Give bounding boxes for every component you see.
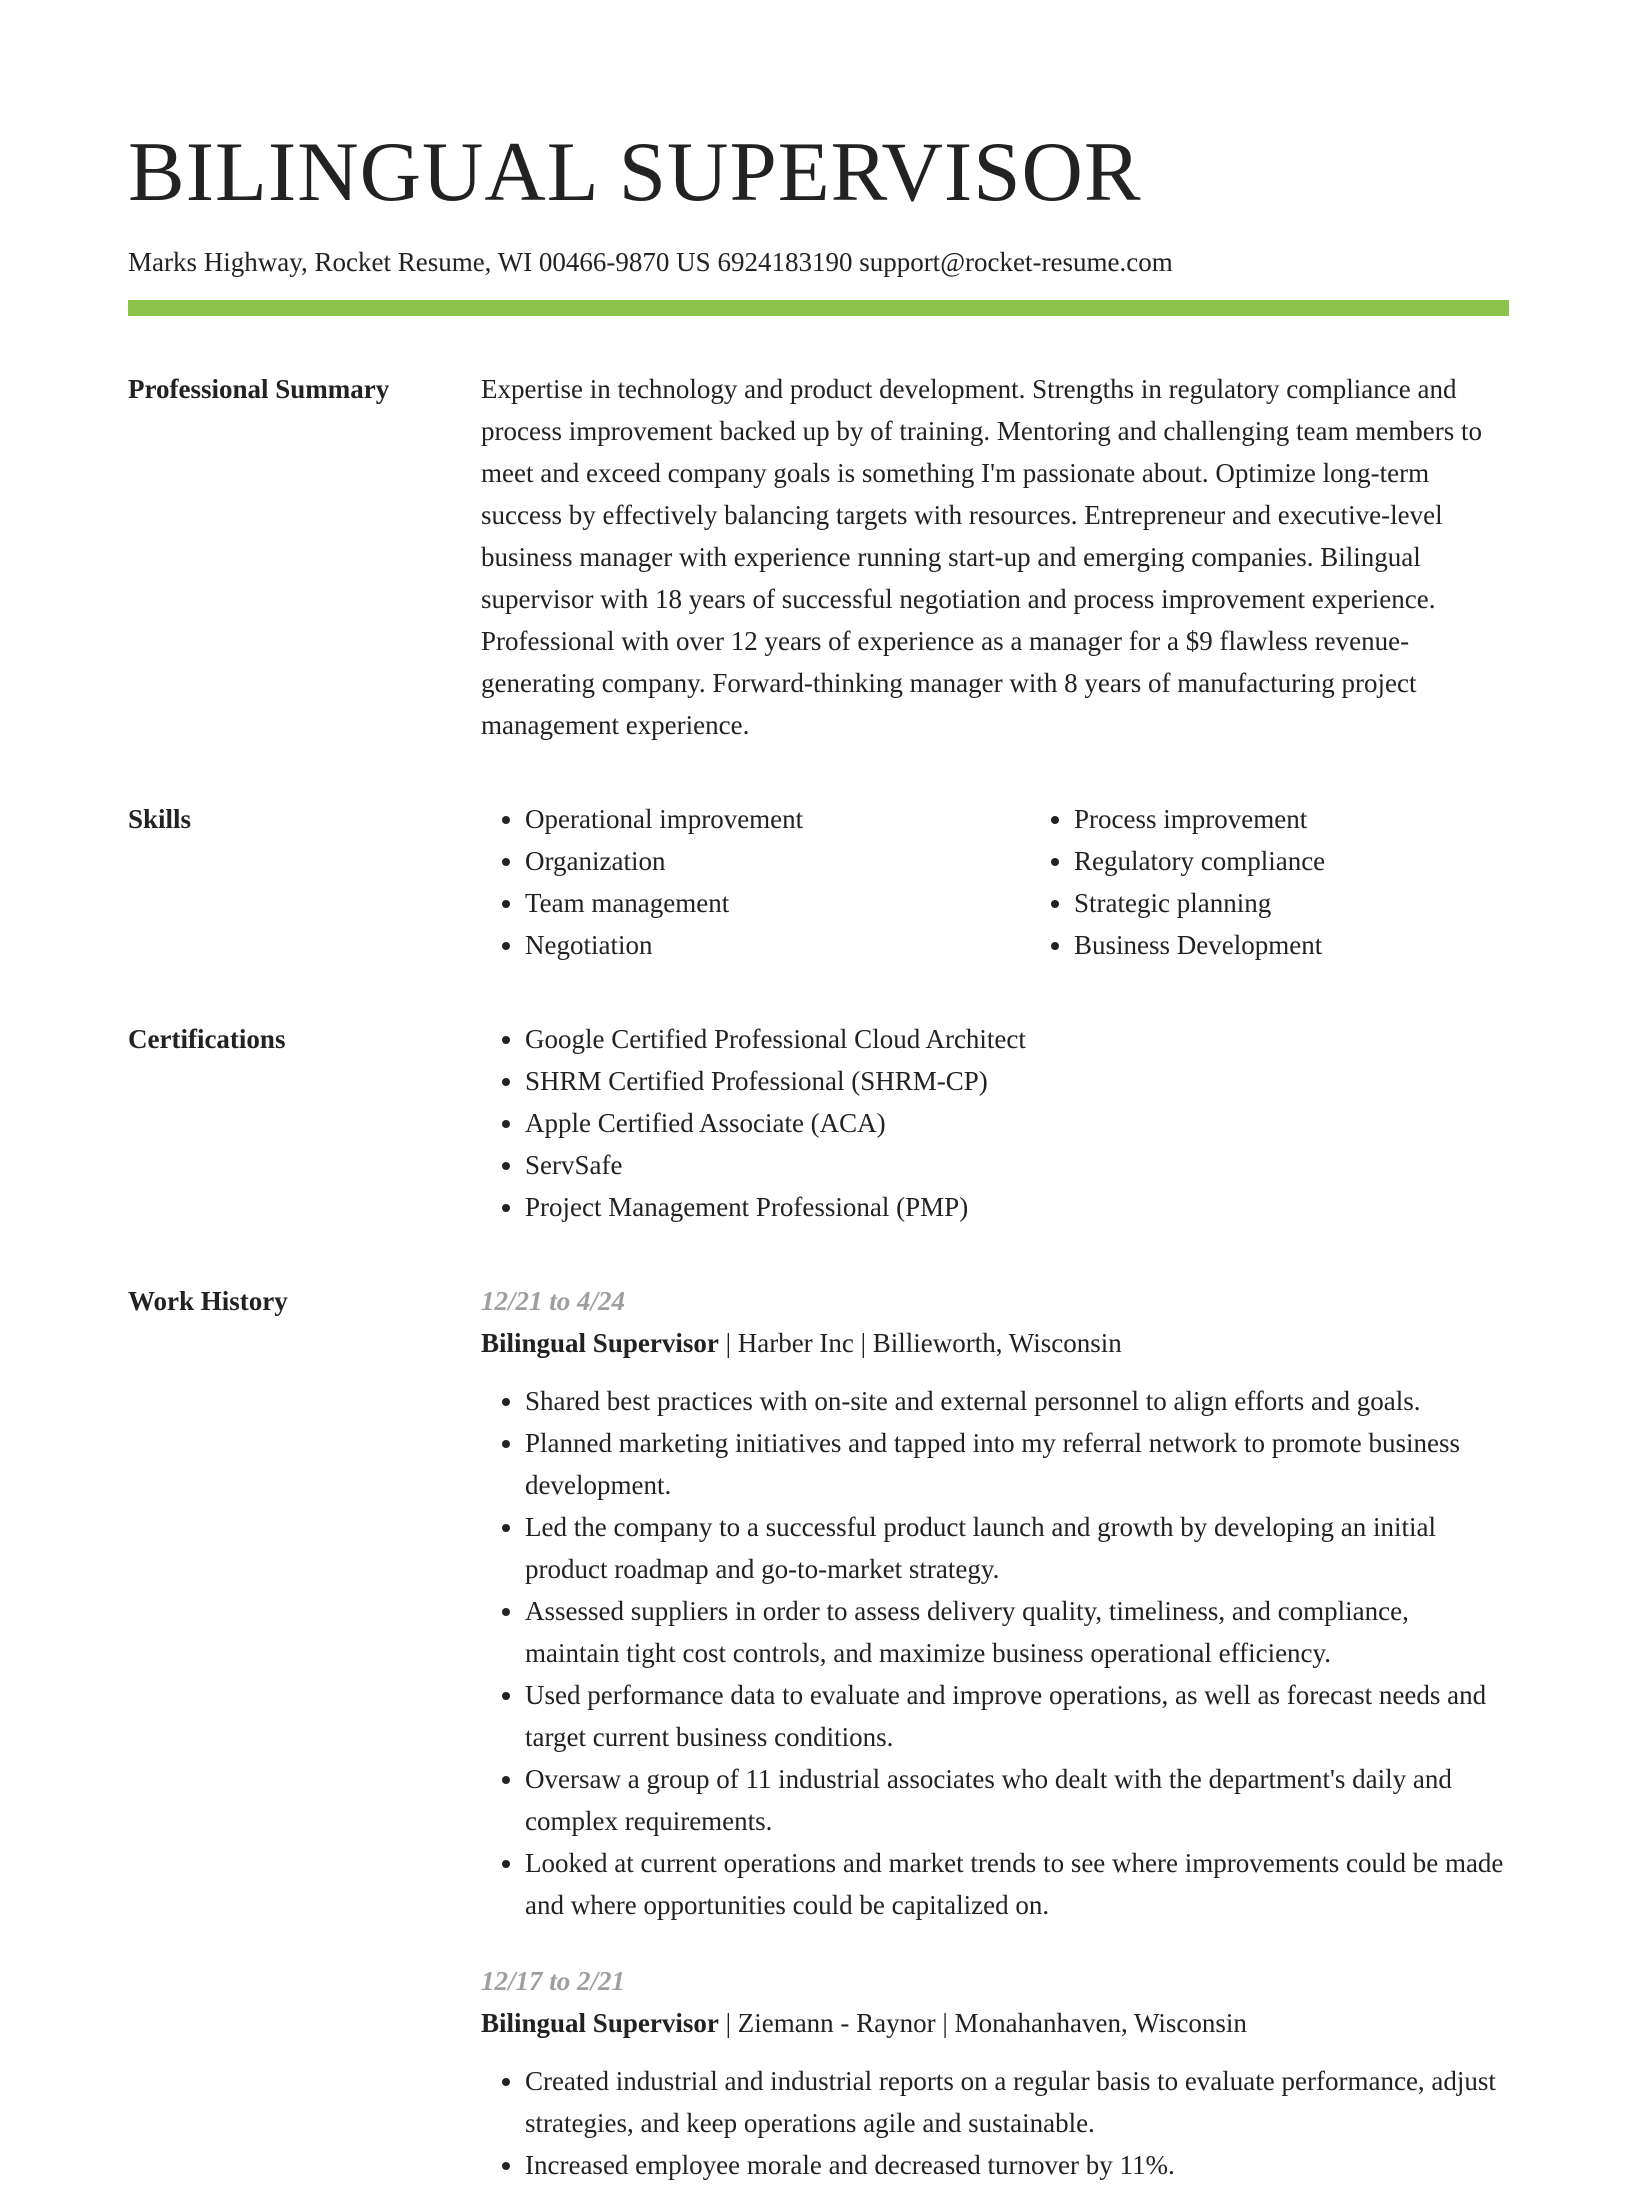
skills-section <box>128 798 1509 966</box>
summary-text: Expertise in technology and product development. Strengths in regulatory compliance and process improvement backed up by of training. Mentoring and challenging team members to meet and exceed company goals is something I'm passionate about. Optimize long-term success by effectively balancing targets with resources. Entrepreneur and executive-level business manager with experience running start-up and emerging companies. Bilingual supervisor with 18 years of successful negotiation and process improvement experience. Professional with over 12 years of experience as a manager for a $9 flawless revenue-generating company. Forward-thinking manager with 8 years of manufacturing project management experience. <box>481 374 1482 740</box>
summary-heading: Professional Summary <box>128 374 390 404</box>
work-history-section <box>128 1280 1509 2186</box>
work-history-heading: Work History <box>128 1286 288 1316</box>
job-title: Bilingual Supervisor <box>481 2008 719 2038</box>
header-divider <box>128 300 1509 316</box>
job-bullet: • Increased employee morale and decreased turnover by 11%. <box>525 2144 1509 2186</box>
skill-item: • Negotiation <box>525 924 1030 966</box>
contact-address: Marks Highway, Rocket Resume, WI 00466-9870 US <box>128 247 711 277</box>
job-bullets <box>481 1380 1509 1926</box>
job-entry <box>481 1280 1509 1926</box>
skills-heading: Skills <box>128 804 192 834</box>
skill-item: • Team management <box>525 882 1030 924</box>
certifications-section <box>128 1018 1509 1228</box>
certification-item: • Google Certified Professional Cloud Architect <box>525 1018 1509 1060</box>
job-bullets <box>481 2060 1509 2186</box>
skills-list-left <box>481 798 1030 966</box>
skill-item: • Process improvement <box>1074 798 1325 840</box>
job-heading <box>481 2002 1509 2044</box>
job-bullet: • Led the company to a successful product launch and growth by developing an initial product roadmap and go-to-market strategy. <box>525 1506 1509 1590</box>
certification-item: • SHRM Certified Professional (SHRM-CP) <box>525 1060 1509 1102</box>
job-heading <box>481 1322 1509 1364</box>
certification-item: • Apple Certified Associate (ACA) <box>525 1102 1509 1144</box>
skill-item: • Operational improvement <box>525 798 1030 840</box>
job-dates: 12/17 to 2/21 <box>481 1966 626 1996</box>
skill-item: • Business Development <box>1074 924 1325 966</box>
certifications-heading: Certifications <box>128 1024 286 1054</box>
certifications-list <box>481 1018 1509 1228</box>
resume-page <box>128 120 1509 2186</box>
certification-item: • Project Management Professional (PMP) <box>525 1186 1509 1228</box>
candidate-name: BILINGUAL SUPERVISOR <box>128 125 1142 219</box>
job-bullet: • Looked at current operations and market trends to see where improvements could be made and where opportunities could be capitalized on. <box>525 1842 1509 1926</box>
skill-item: • Strategic planning <box>1074 882 1325 924</box>
job-dates: 12/21 to 4/24 <box>481 1286 626 1316</box>
job-title: Bilingual Supervisor <box>481 1328 719 1358</box>
certification-item: • ServSafe <box>525 1144 1509 1186</box>
job-employer-location: | Ziemann - Raynor | Monahanhaven, Wisconsin <box>718 2008 1247 2038</box>
job-bullet: • Shared best practices with on-site and external personnel to align efforts and goals. <box>525 1380 1509 1422</box>
job-employer-location: | Harber Inc | Billieworth, Wisconsin <box>718 1328 1122 1358</box>
summary-section <box>128 368 1509 746</box>
job-entry <box>481 1960 1509 2186</box>
contact-email[interactable]: support@rocket-resume.com <box>859 247 1173 277</box>
job-bullet: • Oversaw a group of 11 industrial associates who dealt with the department's daily and complex requirements. <box>525 1758 1509 1842</box>
job-bullet: • Assessed suppliers in order to assess delivery quality, timeliness, and compliance, maintain tight cost controls, and maximize business operational efficiency. <box>525 1590 1509 1674</box>
contact-phone: 6924183190 <box>717 247 853 277</box>
job-bullet: • Planned marketing initiatives and tapped into my referral network to promote business development. <box>525 1422 1509 1506</box>
skill-item: • Regulatory compliance <box>1074 840 1325 882</box>
contact-line <box>128 244 1509 280</box>
job-bullet: • Created industrial and industrial reports on a regular basis to evaluate performance, adjust strategies, and keep operations agile and sustainable. <box>525 2060 1509 2144</box>
skills-list-right <box>1030 798 1325 966</box>
job-bullet: • Used performance data to evaluate and improve operations, as well as forecast needs and target current business conditions. <box>525 1674 1509 1758</box>
skill-item: • Organization <box>525 840 1030 882</box>
